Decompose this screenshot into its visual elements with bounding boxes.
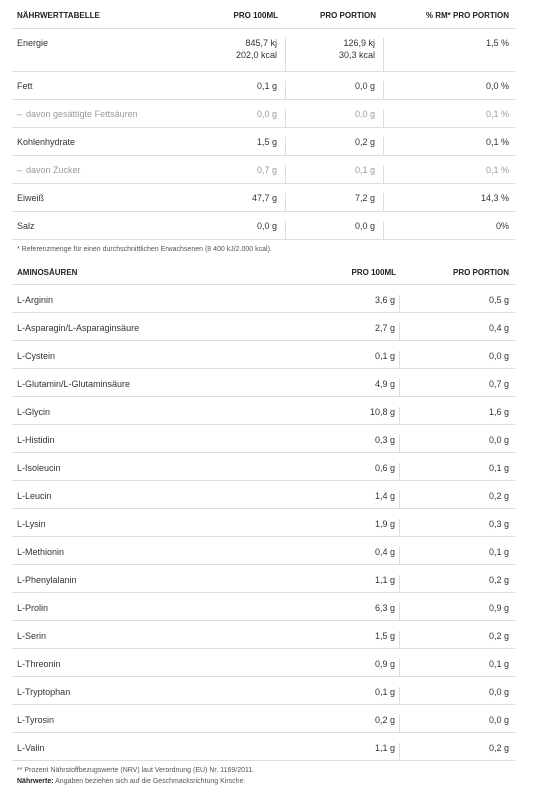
- amino-name: L-Phenylalanin: [17, 575, 77, 585]
- amino-per100: 1,1 g: [307, 575, 400, 592]
- nutrient-per100: [207, 38, 286, 71]
- flavor-note-label: Nährwerte:: [17, 778, 54, 785]
- nutrient-per100: 0,7 g: [207, 165, 286, 183]
- amino-row: [12, 481, 515, 509]
- nutrient-portion: 0,1 g: [286, 165, 384, 183]
- amino-name: L-Isoleucin: [17, 463, 61, 473]
- amino-name: L-Serin: [17, 631, 47, 641]
- portion-kcal: 30,3 kcal: [338, 50, 375, 60]
- amino-header-label: AMINOSÄUREN: [17, 268, 78, 277]
- amino-row: [12, 397, 515, 425]
- nutrient-per100: 0,0 g: [207, 109, 286, 127]
- nutrient-name: Salz: [17, 221, 35, 231]
- amino-name: L-Asparagin/L-Asparaginsäure: [17, 323, 140, 333]
- amino-row: [12, 313, 515, 341]
- amino-name: L-Tryptophan: [17, 687, 71, 697]
- amino-name: L-Lysin: [17, 519, 46, 529]
- nutrient-rm: 0,0 %: [485, 81, 509, 91]
- amino-per100: 1,1 g: [307, 743, 400, 760]
- amino-portion: 0,9 g: [488, 603, 509, 613]
- amino-row: [12, 453, 515, 481]
- nutrition-row-kohlenhydrate: [12, 128, 515, 156]
- amino-header-per100: PRO 100ML: [351, 268, 396, 277]
- header-portion: PRO PORTION: [319, 11, 376, 20]
- amino-name: L-Tyrosin: [17, 715, 55, 725]
- nutrition-row-zucker: [12, 156, 515, 184]
- nutrient-name: Fett: [17, 81, 33, 91]
- nutrient-rm: 0,1 %: [485, 109, 509, 119]
- amino-name: L-Glycin: [17, 407, 51, 417]
- amino-row: [12, 649, 515, 677]
- sub-item-label: davon Zucker: [26, 165, 81, 175]
- amino-portion: 0,1 g: [488, 463, 509, 473]
- amino-portion: 0,2 g: [488, 491, 509, 501]
- amino-per100: 10,8 g: [307, 407, 400, 424]
- amino-name: L-Histidin: [17, 435, 55, 445]
- flavor-note-text: Angaben beziehen sich auf die Geschmacksrichtung Kirsche.: [53, 778, 246, 785]
- amino-name: L-Prolin: [17, 603, 49, 613]
- per100-kcal: 202,0 kcal: [235, 50, 277, 60]
- header-label: NÄHRWERTTABELLE: [17, 11, 100, 20]
- nutrition-panel: [12, 0, 515, 761]
- amino-name: L-Threonin: [17, 659, 61, 669]
- amino-per100: 0,1 g: [307, 687, 400, 704]
- amino-header-portion: PRO PORTION: [452, 268, 509, 277]
- amino-row: [12, 565, 515, 593]
- nutrient-per100: 1,5 g: [207, 137, 286, 155]
- nutrition-row-gesaettigte-fettsaeuren: [12, 100, 515, 128]
- nutrient-rm: 0%: [495, 221, 509, 231]
- sub-item-dash: –: [17, 109, 23, 119]
- amino-name: L-Methionin: [17, 547, 65, 557]
- sub-item-dash: –: [17, 165, 23, 175]
- nutrient-name: [12, 165, 207, 175]
- nrv-footnote: ** Prozent Nährstoffbezugswerte (NRV) laut Verordnung (EU) Nr. 1169/2011.: [17, 767, 255, 774]
- amino-name: L-Cystein: [17, 351, 56, 361]
- amino-per100: 1,9 g: [307, 519, 400, 536]
- amino-portion: 0,1 g: [488, 659, 509, 669]
- amino-per100: 0,9 g: [307, 659, 400, 676]
- nutrient-per100: 0,0 g: [207, 221, 286, 239]
- amino-portion: 0,0 g: [488, 435, 509, 445]
- amino-row: [12, 677, 515, 705]
- amino-table-header: [12, 260, 515, 285]
- header-rm: % RM* PRO PORTION: [425, 11, 509, 20]
- amino-portion: 0,1 g: [488, 547, 509, 557]
- nutrient-rm: 1,5 %: [485, 38, 509, 48]
- amino-name: L-Valin: [17, 743, 45, 753]
- amino-portion: 0,2 g: [488, 743, 509, 753]
- amino-per100: 1,4 g: [307, 491, 400, 508]
- amino-per100: 0,4 g: [307, 547, 400, 564]
- amino-row: [12, 425, 515, 453]
- portion-kj: 126,9 kj: [343, 38, 375, 48]
- nutrient-name: Eiweiß: [17, 193, 45, 203]
- amino-portion: 1,6 g: [488, 407, 509, 417]
- amino-row: [12, 509, 515, 537]
- nutrient-portion: 0,0 g: [286, 81, 384, 99]
- nutrient-portion: 7,2 g: [286, 193, 384, 211]
- nutrient-portion: 0,0 g: [286, 109, 384, 127]
- amino-row: [12, 369, 515, 397]
- per100-kj: 845,7 kj: [245, 38, 277, 48]
- sub-item-label: davon gesättigte Fettsäuren: [26, 109, 138, 119]
- amino-portion: 0,0 g: [488, 351, 509, 361]
- nutrient-rm: 0,1 %: [485, 165, 509, 175]
- amino-per100: 6,3 g: [307, 603, 400, 620]
- reference-footnote: * Referenzmenge für einen durchschnittlichen Erwachsenen (8 400 kJ/2.000 kcal).: [17, 246, 272, 253]
- nutrition-row-salz: [12, 212, 515, 240]
- nutrition-table-header: [12, 0, 515, 29]
- nutrient-rm: 0,1 %: [485, 137, 509, 147]
- amino-name: L-Glutamin/L-Glutaminsäure: [17, 379, 131, 389]
- amino-table-body: [12, 285, 515, 761]
- amino-portion: 0,4 g: [488, 323, 509, 333]
- amino-portion: 0,2 g: [488, 575, 509, 585]
- amino-per100: 1,5 g: [307, 631, 400, 648]
- page-footer: [17, 765, 254, 787]
- header-per100: PRO 100ML: [233, 11, 278, 20]
- nutrient-name: Kohlenhydrate: [17, 137, 76, 147]
- amino-per100: 0,6 g: [307, 463, 400, 480]
- amino-row: [12, 593, 515, 621]
- nutrient-portion: 0,2 g: [286, 137, 384, 155]
- amino-row: [12, 537, 515, 565]
- nutrient-portion: [286, 38, 384, 71]
- flavor-note: [17, 776, 254, 787]
- nutrient-rm: 14,3 %: [480, 193, 509, 203]
- amino-row: [12, 733, 515, 761]
- nutrient-name: Energie: [17, 38, 49, 48]
- amino-portion: 0,0 g: [488, 687, 509, 697]
- amino-portion: 0,7 g: [488, 379, 509, 389]
- amino-portion: 0,5 g: [488, 295, 509, 305]
- nutrient-name: [12, 109, 207, 119]
- amino-per100: 3,6 g: [307, 295, 400, 312]
- amino-portion: 0,3 g: [488, 519, 509, 529]
- amino-row: [12, 341, 515, 369]
- nutrient-per100: 47,7 g: [207, 193, 286, 211]
- amino-row: [12, 285, 515, 313]
- amino-per100: 0,1 g: [307, 351, 400, 368]
- amino-name: L-Arginin: [17, 295, 54, 305]
- nutrient-per100: 0,1 g: [207, 81, 286, 99]
- amino-row: [12, 705, 515, 733]
- amino-portion: 0,0 g: [488, 715, 509, 725]
- amino-per100: 4,9 g: [307, 379, 400, 396]
- nutrient-portion: 0,0 g: [286, 221, 384, 239]
- amino-portion: 0,2 g: [488, 631, 509, 641]
- nutrition-row-eiweiss: [12, 184, 515, 212]
- amino-row: [12, 621, 515, 649]
- amino-name: L-Leucin: [17, 491, 52, 501]
- nutrition-row-fett: [12, 72, 515, 100]
- amino-per100: 0,2 g: [307, 715, 400, 732]
- nutrition-row-energie: [12, 29, 515, 72]
- amino-per100: 0,3 g: [307, 435, 400, 452]
- amino-per100: 2,7 g: [307, 323, 400, 340]
